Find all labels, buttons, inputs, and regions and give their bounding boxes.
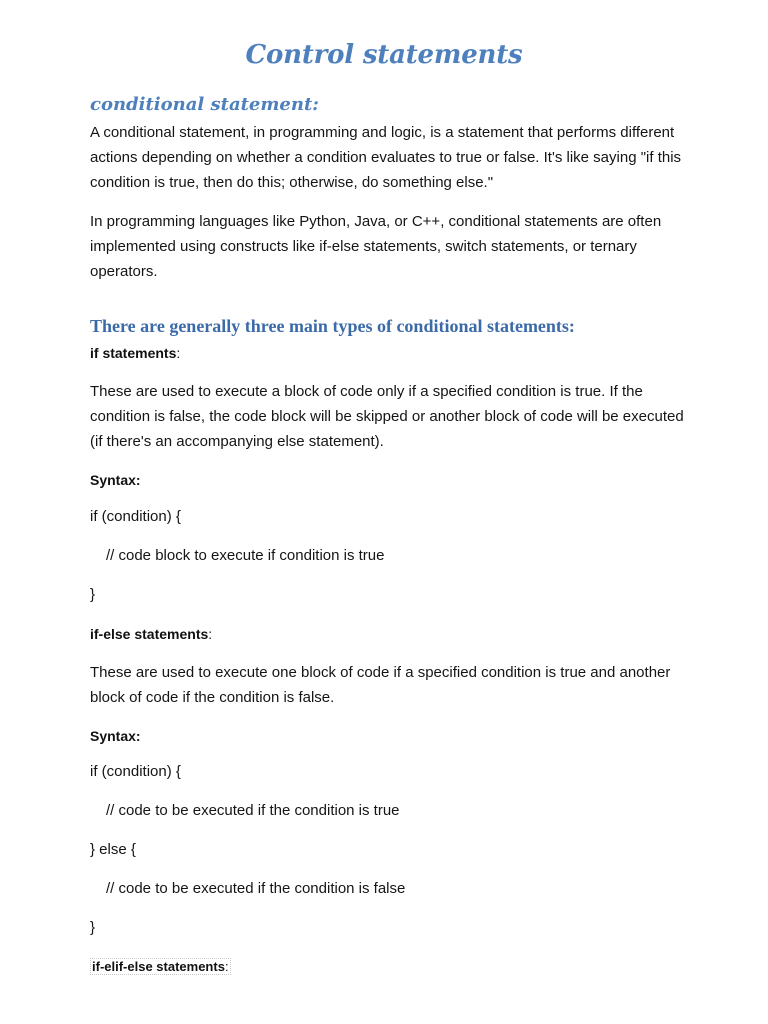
code-line: if (condition) { <box>90 763 181 780</box>
if-else-statements-description: These are used to execute one block of code if a specified condition is true and another block of code if the condition is false. <box>90 664 671 706</box>
paragraph-definition: A conditional statement, in programming and logic, is a statement that performs different actions depending on whether a condition evaluates to true or false. It's like saying "if this condition is true, then do this; otherwise, do something else." <box>90 124 682 191</box>
syntax-label-if: Syntax: <box>90 472 141 488</box>
paragraph-languages: In programming languages like Python, Java, or C++, conditional statements are often implemented using constructs like if-else statements, switch statements, or ternary operators. <box>90 213 662 280</box>
section-heading-three-types: There are generally three main types of conditional statements: <box>90 316 575 336</box>
if-statements-label-text: if statements <box>90 345 177 361</box>
code-line: } <box>90 919 96 936</box>
if-else-statements-label-colon: : <box>208 626 213 642</box>
code-line: // code block to execute if condition is true <box>106 547 385 564</box>
code-line: } <box>90 586 96 603</box>
code-line: } else { <box>90 841 136 858</box>
section-heading-conditional-statement: conditional statement: <box>90 94 319 115</box>
if-else-statements-label <box>90 626 212 642</box>
if-statements-label-colon: : <box>176 345 181 361</box>
page-title: Control statements <box>245 40 523 70</box>
if-else-statements-label-text: if-else statements <box>90 626 209 642</box>
if-elif-else-statements-label-text: if-elif-else statements <box>92 959 225 974</box>
syntax-label-if-else: Syntax: <box>90 728 141 744</box>
if-elif-else-statements-label <box>90 958 231 975</box>
code-line: if (condition) { <box>90 508 181 525</box>
code-line: // code to be executed if the condition is false <box>106 880 406 897</box>
if-statements-description: These are used to execute a block of code only if a specified condition is true. If the condition is false, the code block will be skipped or another block of code will be executed (if there's an accompanying else statement). <box>90 383 684 450</box>
if-statements-label <box>90 345 180 361</box>
code-line: // code to be executed if the condition is true <box>106 802 400 819</box>
if-elif-else-statements-label-colon: : <box>224 959 229 974</box>
